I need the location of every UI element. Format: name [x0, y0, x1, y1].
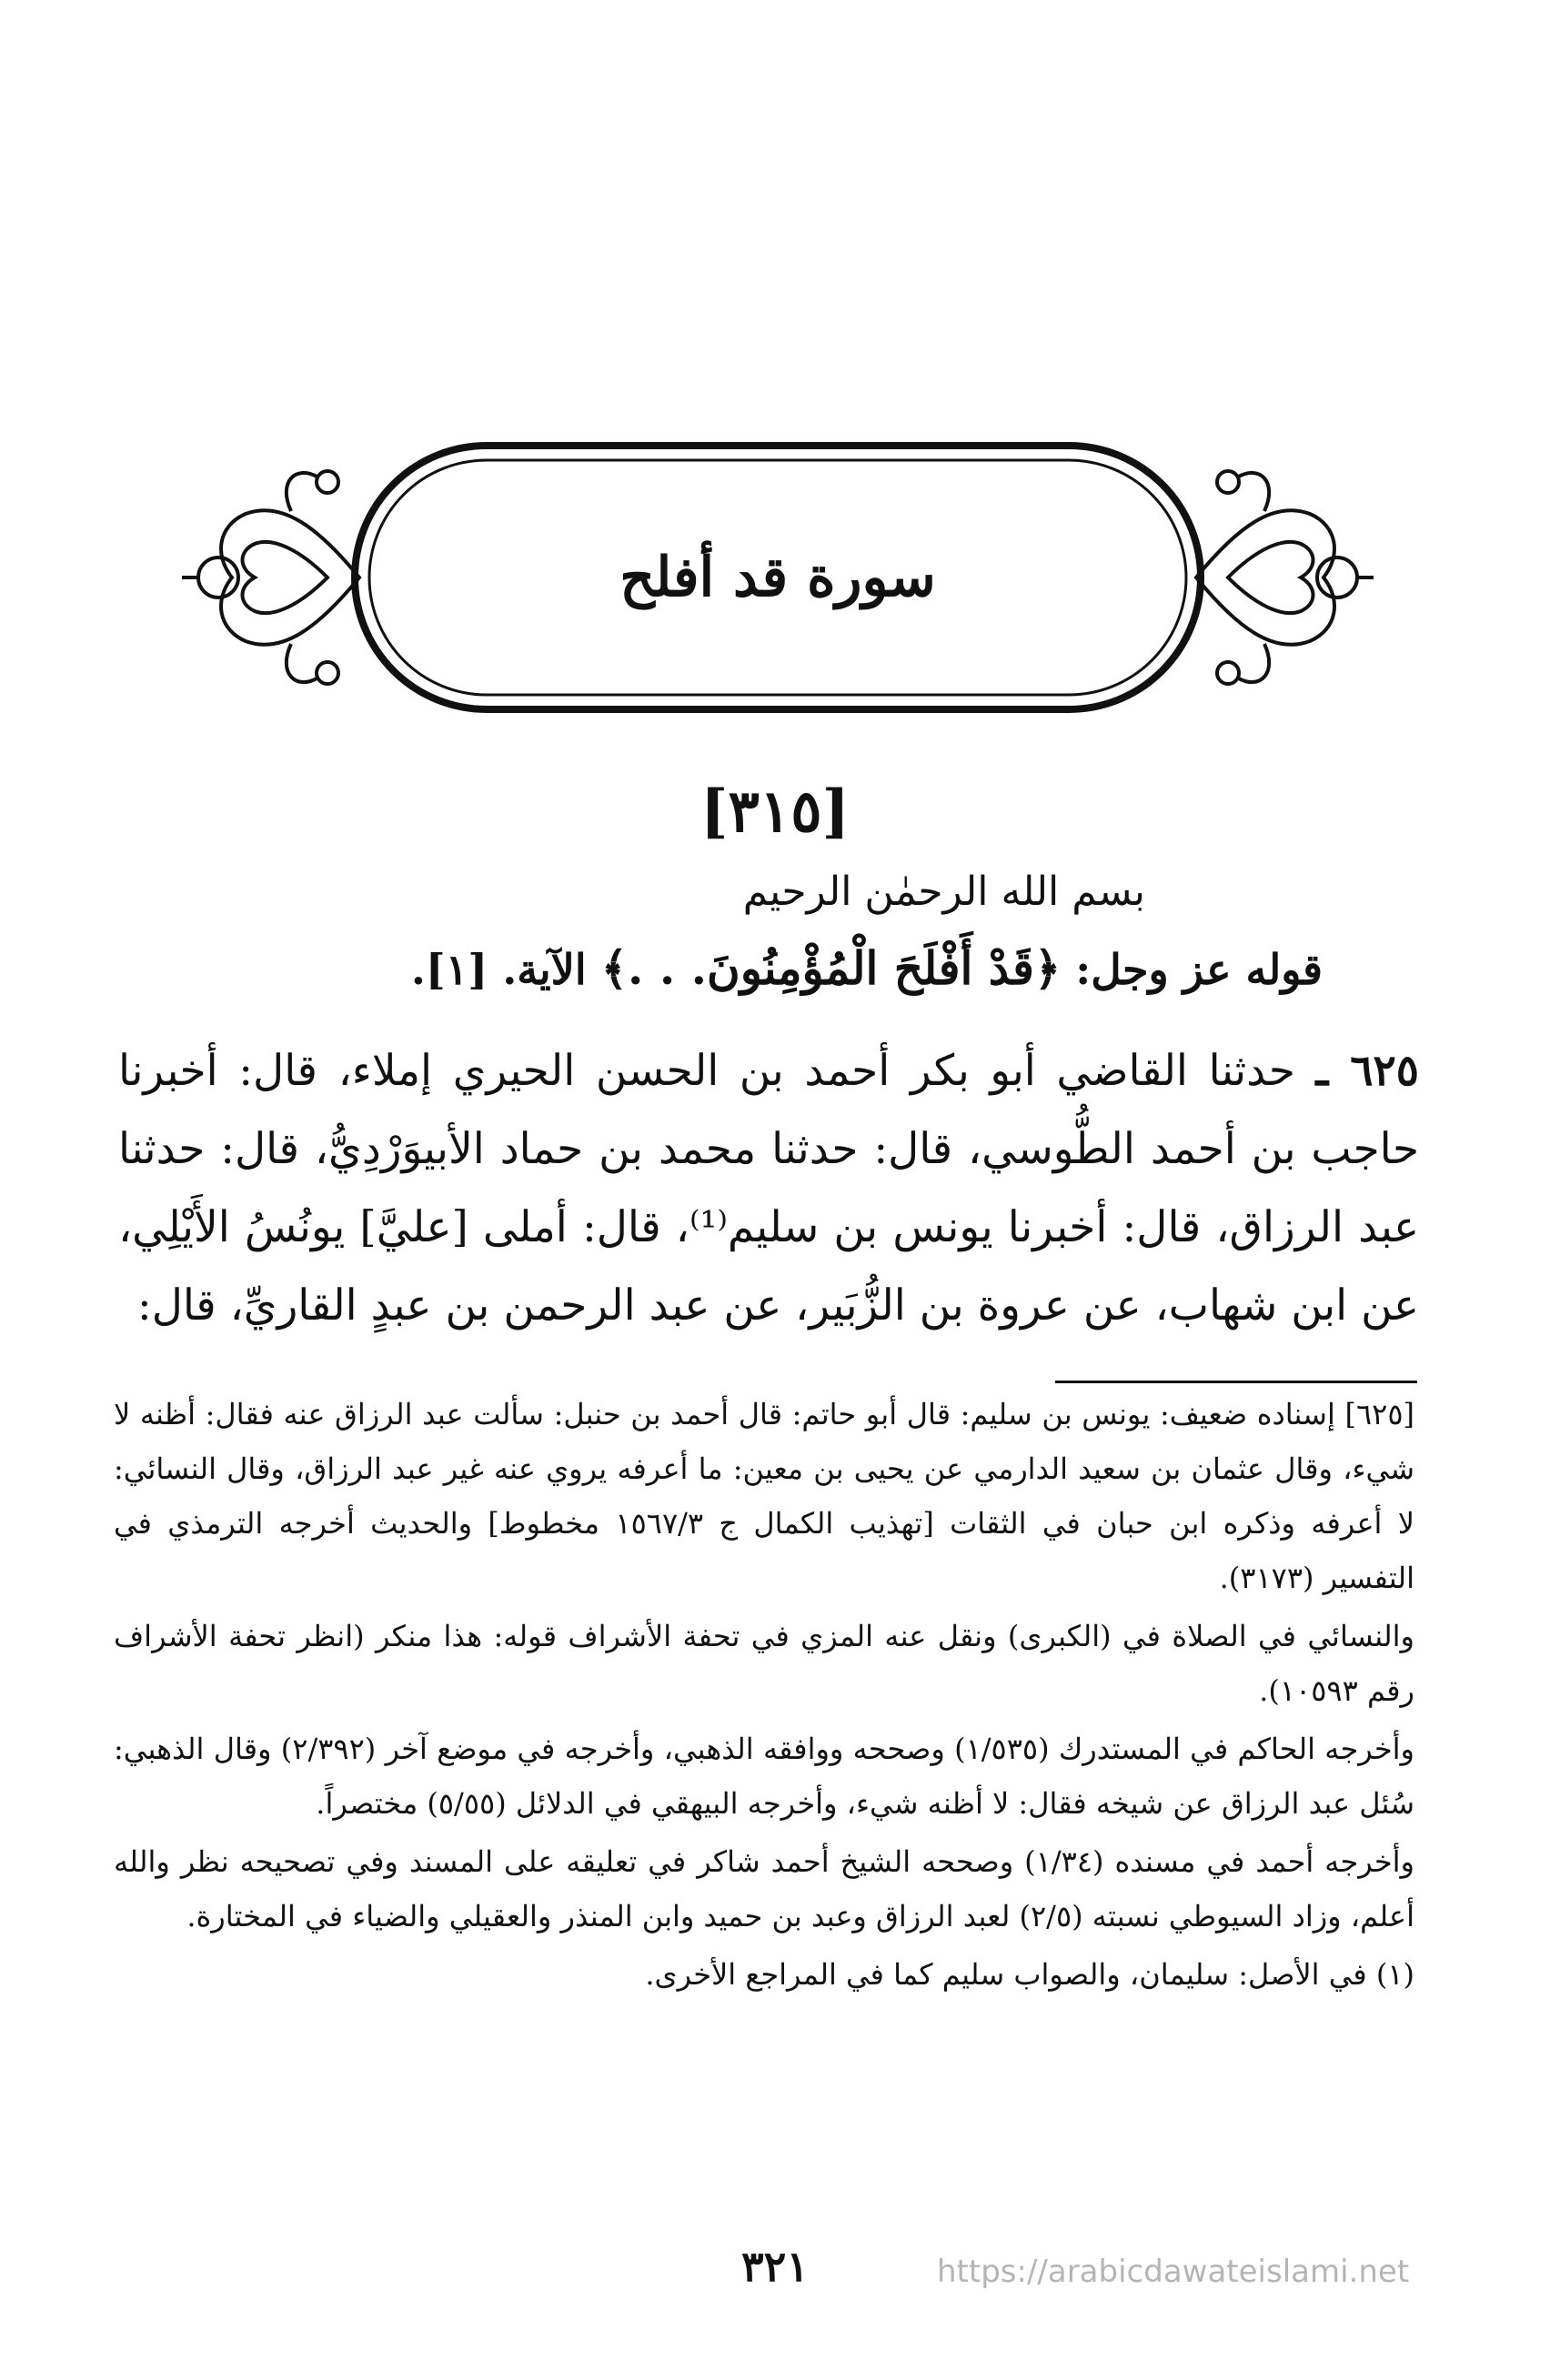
quran-quote: ﴿قَدْ أَفْلَحَ الْمُؤْمِنُونَ. . .﴾	[600, 941, 1062, 995]
hadith-body: حدثنا القاضي أبو بكر أحمد بن الحسن الحيري إملاء، قال: أخبرنا حاجب بن أحمد الطُّوسي، قال: حدثنا محمد بن حماد الأبيوَرْدِيُّ، قال: حدثنا عبد الرزاق، قال: أخبرنا يونس بن سليم⁽¹⁾، قال: أملى [عليَّ] يونُسُ الأَيْلِي، عن ابن شهاب، عن عروة بن الزُّبَير، عن عبد الرحمن بن عبدٍ القاريِّ، قال:	[118, 1046, 1420, 1331]
watermark-url: https://arabicdawateislami.net	[937, 2254, 1410, 2290]
page-number: ٣٢١	[740, 2242, 810, 2291]
footnote-nasai: والنسائي في الصلاة في (الكبرى) ونقل عنه المزي في تحفة الأشراف قوله: هذا منكر (انظر تحفة الأشراف رقم ١٠٥٩٣).	[114, 1619, 1414, 1708]
basmala: بسم الله الرحمٰن الرحيم	[742, 869, 1145, 915]
verse-intro: قوله عز وجل:	[1075, 945, 1323, 994]
verse-line	[140, 941, 1323, 995]
hadith-text	[118, 1032, 1419, 1345]
surah-title: سورة قد أفلح	[619, 546, 936, 609]
footnote-1: (١) في الأصل: سليمان، والصواب سليم كما في المراجع الأخرى.	[645, 1957, 1414, 1992]
footnote-separator	[1055, 1381, 1417, 1383]
surah-title-frame	[182, 427, 1374, 728]
footnote-takhrij: [٦٢٥] إسناده ضعيف: يونس بن سليم: قال أبو حاتم: قال أحمد بن حنبل: سألت عبد الرزاق عنه فقال: أظنه لا شيء، وقال عثمان بن سعيد الدارمي عن يحيى بن معين: ما أعرفه يروي عنه غير عبد الرزاق، وقال النسائي: لا أعرفه وذكره ابن حبان في الثقات [تهذيب الكمال ج ١٥٦٧/٣ مخطوط] والحديث أخرجه الترمذي في التفسير (٣١٧٣).	[114, 1397, 1415, 1595]
footnote-ahmad: وأخرجه أحمد في مسنده (١/٣٤) وصححه الشيخ أحمد شاكر في تعليقه على المسند وفي تصحيحه نظر والله أعلم، وزاد السيوطي نسبته (٢/٥) لعبد الرزاق وعبد بن حميد وابن المنذر والعقيلي والضياء في المختارة.	[114, 1844, 1415, 1933]
section-number: [٣١٥]	[700, 778, 850, 846]
footnote-hakim: وأخرجه الحاكم في المستدرك (١/٥٣٥) وصححه ووافقه الذهبي، وأخرجه في موضع آخر (٢/٣٩٢) وقال الذهبي: سُئل عبد الرزاق عن شيخه فقال: لا أظنه شيء، وأخرجه البيهقي في الدلائل (٥/٥٥) مختصراً.	[114, 1732, 1415, 1821]
hadith-number: ٦٢٥ ـ	[1315, 1046, 1419, 1096]
verse-suffix: الآية. [١].	[410, 945, 587, 994]
footnotes	[114, 1387, 1414, 2005]
